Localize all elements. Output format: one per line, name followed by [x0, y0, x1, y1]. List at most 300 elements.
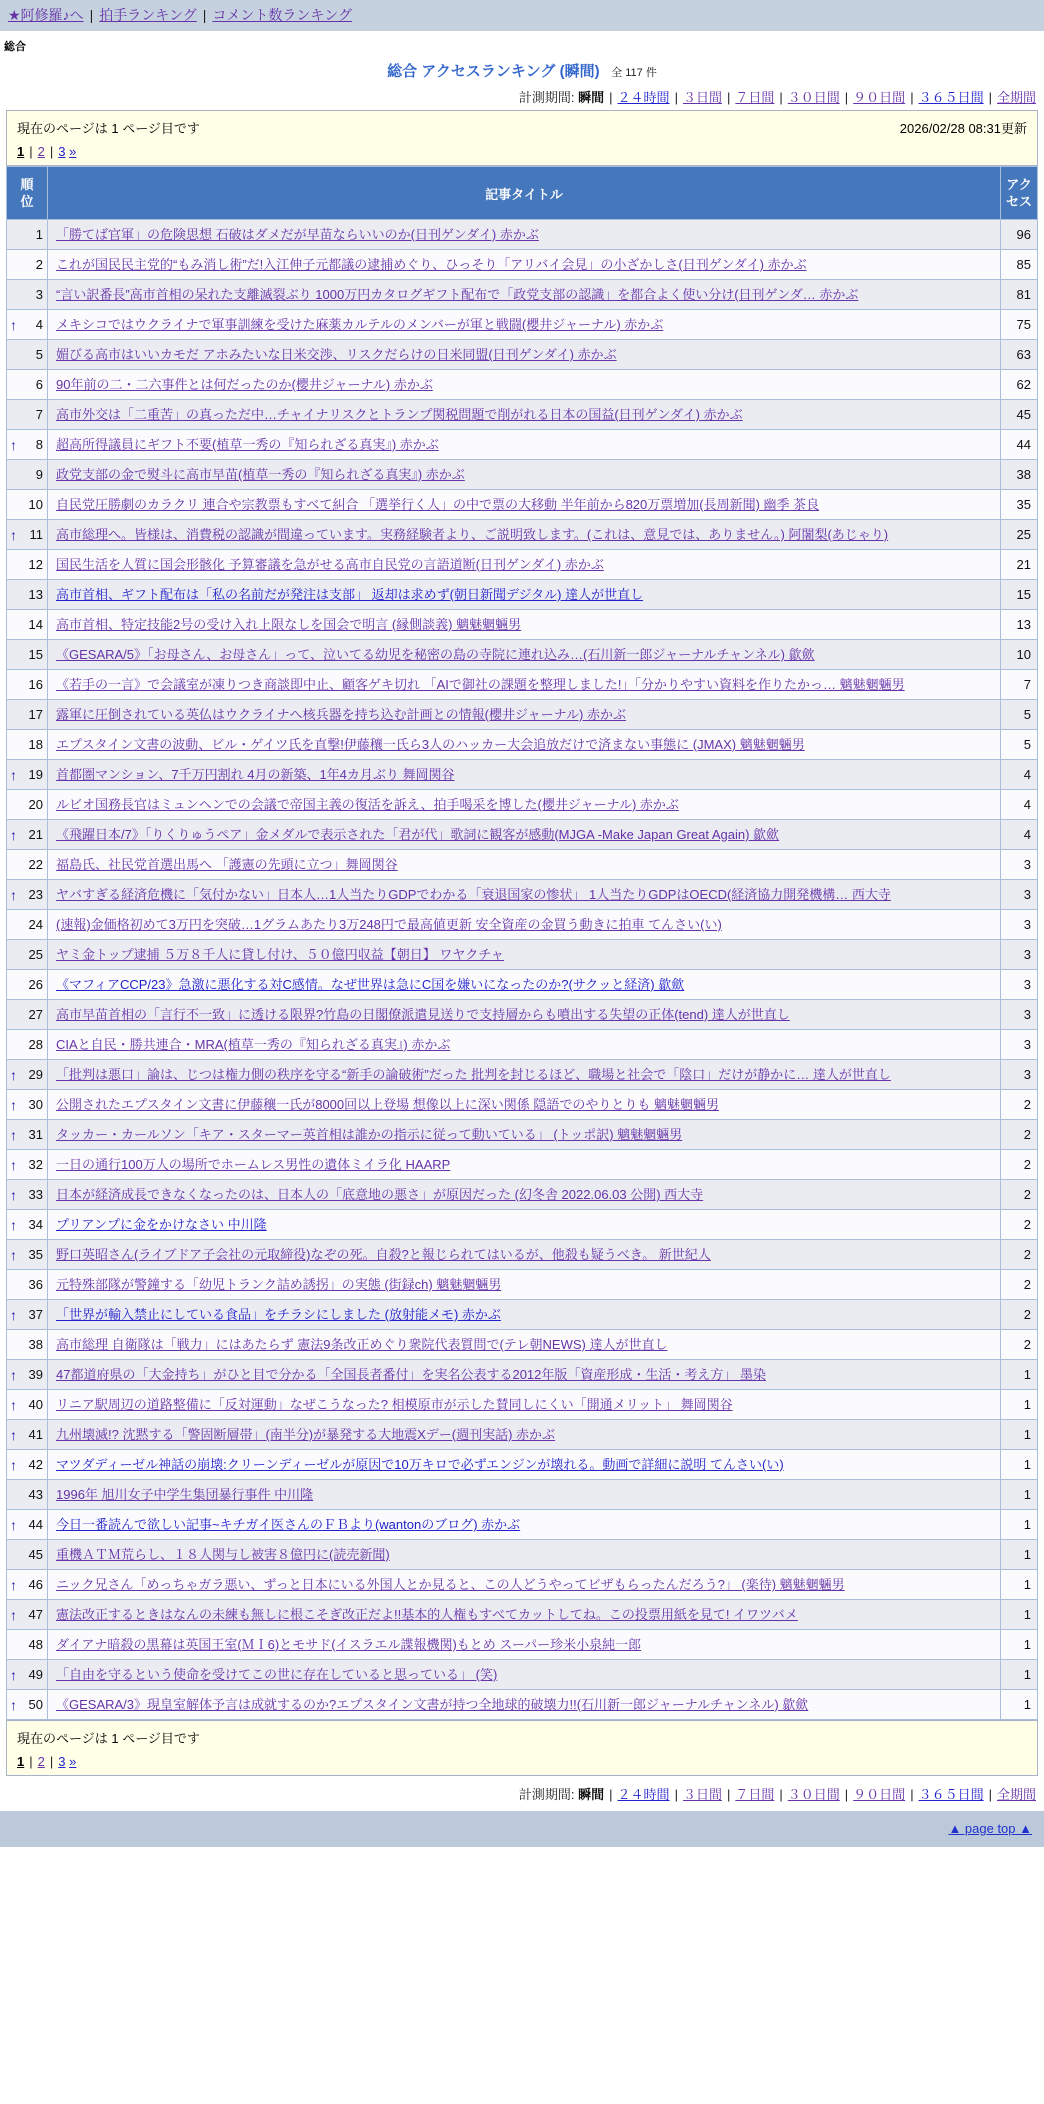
title-cell [48, 1000, 1001, 1030]
rank-number: 32 [28, 1157, 43, 1172]
period-link[interactable]: 全期間 [996, 90, 1036, 105]
ranking-table [6, 166, 1038, 1720]
topnav-link[interactable]: ★阿修羅♪へ [8, 7, 84, 23]
rank-number: 40 [28, 1397, 43, 1412]
table-row [7, 730, 1038, 760]
table-row [7, 1420, 1038, 1450]
title-cell [48, 1660, 1001, 1690]
article-link[interactable]: 高市早苗首相の「言行不一致」に透ける限界?竹島の日閣僚派遣見送りで支持層からも噴出する失望の正体(tend) 達人が世直し [56, 1007, 790, 1022]
rank-up-arrow-icon: ↑ [10, 1066, 17, 1083]
separator: | [674, 1787, 678, 1802]
table-row [7, 400, 1038, 430]
title-cell [48, 1270, 1001, 1300]
period-link[interactable]: ２４時間 [617, 1787, 670, 1802]
page-info-box-bottom [6, 1720, 1038, 1776]
table-row [7, 1210, 1038, 1240]
article-link[interactable]: 媚びる高市はいいカモだ アホみたいな日米交渉、リスクだらけの日米同盟(日刊ゲンダイ) 赤かぶ [56, 347, 617, 362]
article-link[interactable]: 「勝てば官軍」の危険思想 石破はダメだが早苗ならいいのか(日刊ゲンダイ) 赤かぶ [56, 227, 539, 242]
access-count: 7 [1001, 670, 1038, 700]
title-cell [48, 1210, 1001, 1240]
article-link[interactable]: 高市首相、特定技能2号の受け入れ上限なしを国会で明言 (縁側談義) 魑魅魍魎男 [56, 617, 522, 632]
period-link[interactable]: ３６５日間 [918, 90, 984, 105]
pagination-link[interactable]: » [69, 144, 77, 159]
rank-cell [7, 1240, 48, 1270]
article-link[interactable]: 1996年 旭川女子中学生集団暴行事件 中川隆 [56, 1487, 314, 1502]
article-link[interactable]: 《マフィアCCP/23》急激に悪化する対C感情。なぜ世界は急にC国を嫌いになったのか?(サクッと経済) 歙歛 [56, 977, 685, 992]
table-row [7, 1120, 1038, 1150]
rank-number: 17 [28, 707, 43, 722]
rank-cell [7, 1270, 48, 1300]
article-link[interactable]: 《GESARA/5》「お母さん、お母さん」って、泣いてる幼児を秘密の島の寺院に連れ込み…(石川新一郎ジャーナルチャンネル) 歙歛 [56, 647, 815, 662]
table-row [7, 880, 1038, 910]
table-row [7, 1360, 1038, 1390]
article-link[interactable]: ヤバすぎる経済危機に「気付かない」日本人…1人当たりGDPでわかる「衰退国家の惨状」 1人当たりGDPはOECD(経済協力開発機構… 西大寺 [56, 887, 891, 902]
access-count: 3 [1001, 940, 1038, 970]
access-count: 2 [1001, 1210, 1038, 1240]
rank-cell [7, 490, 48, 520]
rank-up-arrow-icon: ↑ [10, 1096, 17, 1113]
access-count: 62 [1001, 370, 1038, 400]
article-link[interactable]: 九州壊滅!? 沈黙する「警固断層帯」(南半分)が暴発する大地震Xデー(週刊実話) 赤かぶ [56, 1427, 556, 1442]
rank-up-arrow-icon: ↑ [10, 1156, 17, 1173]
article-link[interactable]: 「自由を守るという使命を受けてこの世に存在していると思っている」 (笑) [56, 1667, 498, 1682]
rank-cell [7, 1090, 48, 1120]
rank-number: 3 [35, 287, 43, 302]
table-row [7, 370, 1038, 400]
title-cell [48, 1330, 1001, 1360]
table-row [7, 340, 1038, 370]
table-row [7, 1270, 1038, 1300]
separator: | [29, 144, 33, 159]
title-cell [48, 820, 1001, 850]
page-title [0, 60, 1044, 81]
table-row [7, 520, 1038, 550]
period-link[interactable]: ９０日間 [853, 1787, 906, 1802]
rank-cell [7, 760, 48, 790]
bottom-bar [0, 1811, 1044, 1847]
article-link[interactable]: 47都道府県の「大金持ち」がひと目で分かる「全国長者番付」を実名公表する2012年版「資産形成・生活・考え方」 墨染 [56, 1367, 766, 1382]
rank-number: 34 [28, 1217, 43, 1232]
article-link[interactable]: 高市外交は「二重苦」の真っただ中…チャイナリスクとトランプ関税問題で削がれる日本の国益(日刊ゲンダイ) 赤かぶ [56, 407, 743, 422]
table-row [7, 1240, 1038, 1270]
article-link[interactable]: (速報)金価格初めて3万円を突破…1グラムあたり3万248円で最高値更新 安全資産の金買う動きに拍車 てんさい(い) [56, 917, 722, 932]
article-link[interactable]: 重機ＡＴＭ荒らし、１８人関与し被害８億円に(読売新聞) [56, 1547, 390, 1562]
rank-cell [7, 580, 48, 610]
table-row [7, 550, 1038, 580]
rank-cell [7, 310, 48, 340]
title-cell [48, 610, 1001, 640]
period-label: 計測期間: [518, 90, 579, 105]
rank-number: 25 [28, 947, 43, 962]
title-cell [48, 700, 1001, 730]
rank-cell [7, 1570, 48, 1600]
article-link[interactable]: 政党支部の金で熨斗に高市早苗(植草一秀の『知られざる真実』) 赤かぶ [56, 467, 465, 482]
current-page-text-bottom: 現在のページは 1 ページ目です [17, 1731, 200, 1746]
rank-up-arrow-icon: ↑ [10, 1666, 17, 1683]
rank-cell [7, 1210, 48, 1240]
article-link[interactable]: プリアンプに金をかけなさい 中川隆 [56, 1217, 267, 1232]
title-cell [48, 1480, 1001, 1510]
access-count: 2 [1001, 1270, 1038, 1300]
title-cell [48, 1390, 1001, 1420]
title-cell [48, 940, 1001, 970]
article-link[interactable]: メキシコではウクライナで軍事訓練を受けた麻薬カルテルのメンバーが軍と戦闘(櫻井ジャーナル) 赤かぶ [56, 317, 664, 332]
rank-number: 12 [28, 557, 43, 572]
access-count: 3 [1001, 1030, 1038, 1060]
table-row [7, 760, 1038, 790]
table-row [7, 1330, 1038, 1360]
title-cell [48, 880, 1001, 910]
title-cell [48, 550, 1001, 580]
rank-number: 6 [35, 377, 43, 392]
topnav-link[interactable]: コメント数ランキング [212, 7, 353, 23]
table-row [7, 670, 1038, 700]
rank-number: 36 [28, 1277, 43, 1292]
header-title: 記事タイトル [48, 167, 1001, 220]
rank-cell [7, 700, 48, 730]
title-cell [48, 580, 1001, 610]
top-nav-bar [0, 0, 1044, 31]
access-count: 2 [1001, 1150, 1038, 1180]
table-row [7, 580, 1038, 610]
table-row [7, 220, 1038, 250]
title-cell [48, 1120, 1001, 1150]
access-count: 2 [1001, 1090, 1038, 1120]
total-count: 全 117 件 [611, 67, 657, 79]
article-link[interactable]: 首都圏マンション、7千万円割れ 4月の新築、1年4カ月ぶり 舞岡関谷 [56, 767, 455, 782]
rank-number: 11 [29, 527, 43, 542]
separator: | [674, 90, 678, 105]
access-count: 1 [1001, 1510, 1038, 1540]
rank-cell [7, 1600, 48, 1630]
title-cell [48, 460, 1001, 490]
article-link[interactable]: ダイアナ暗殺の黒幕は英国王室(ＭＩ6)とモサド(イスラエル諜報機関)もとめ スーパー珍米小泉純一郎 [56, 1637, 642, 1652]
pagination-link[interactable]: 2 [37, 1754, 45, 1769]
period-link[interactable]: ３０日間 [787, 1787, 840, 1802]
rank-cell [7, 1000, 48, 1030]
separator: | [49, 1754, 54, 1769]
rank-up-arrow-icon: ↑ [10, 1246, 17, 1263]
access-count: 2 [1001, 1300, 1038, 1330]
rank-number: 26 [28, 977, 43, 992]
ranking-title: 総合 アクセスランキング (瞬間) [387, 63, 600, 80]
rank-number: 14 [28, 617, 43, 632]
access-count: 4 [1001, 760, 1038, 790]
table-row [7, 250, 1038, 280]
rank-number: 23 [28, 887, 43, 902]
article-link[interactable]: 一日の通行100万人の場所でホームレス男性の遺体ミイラ化 HAARP [56, 1157, 451, 1172]
article-link[interactable]: 国民生活を人質に国会形骸化 予算審議を急がせる高市自民党の言語道断(日刊ゲンダイ) 赤かぶ [56, 557, 604, 572]
rank-cell [7, 1540, 48, 1570]
period-current: 瞬間 [578, 90, 605, 105]
table-row [7, 1600, 1038, 1630]
title-cell [48, 220, 1001, 250]
table-row [7, 1630, 1038, 1660]
article-link[interactable]: 90年前の二・二六事件とは何だったのか(櫻井ジャーナル) 赤かぶ [56, 377, 433, 392]
period-selector-top [0, 87, 1036, 106]
title-cell [48, 1060, 1001, 1090]
separator: | [726, 1787, 731, 1802]
rank-cell [7, 880, 48, 910]
rank-cell [7, 550, 48, 580]
article-link[interactable]: 高市総理へ。皆様は、消費税の認識が間違っています。実務経験者より、ご説明致します。(これは、意見では、ありません。) 阿闍梨(あじゃり) [56, 527, 889, 542]
ranking-table-body [7, 220, 1038, 1720]
rank-cell [7, 1480, 48, 1510]
title-cell [48, 340, 1001, 370]
table-row [7, 1570, 1038, 1600]
rank-number: 18 [28, 737, 43, 752]
title-cell [48, 1360, 1001, 1390]
rank-number: 4 [35, 317, 43, 332]
table-row [7, 1000, 1038, 1030]
access-count: 2 [1001, 1120, 1038, 1150]
access-count: 63 [1001, 340, 1038, 370]
rank-cell [7, 1390, 48, 1420]
article-link[interactable]: 高市首相、ギフト配布は「私の名前だが発注は支部」 返却は求めず(朝日新聞デジタル) 達人が世直し [56, 587, 644, 602]
rank-number: 19 [28, 767, 43, 782]
article-link[interactable]: ヤミ金トップ逮捕 ５万８千人に貸し付け、５０億円収益【朝日】 ワヤクチャ [56, 947, 504, 962]
access-count: 44 [1001, 430, 1038, 460]
rank-number: 39 [28, 1367, 43, 1382]
period-link[interactable]: ２４時間 [617, 90, 670, 105]
table-row [7, 850, 1038, 880]
title-cell [48, 970, 1001, 1000]
period-current: 瞬間 [578, 1787, 605, 1802]
rank-cell [7, 850, 48, 880]
rank-cell [7, 730, 48, 760]
rank-cell [7, 340, 48, 370]
rank-cell [7, 1420, 48, 1450]
page-top-link[interactable]: ▲ page top ▲ [948, 1821, 1032, 1836]
access-count: 4 [1001, 820, 1038, 850]
access-count: 81 [1001, 280, 1038, 310]
article-link[interactable]: “言い訳番長”高市首相の呆れた支離滅裂ぶり 1000万円カタログギフト配布で「政党支部の認識」を都合よく使い分け(日刊ゲンダ… 赤かぶ [56, 287, 859, 302]
rank-up-arrow-icon: ↑ [10, 1606, 17, 1623]
table-row [7, 1060, 1038, 1090]
article-link[interactable]: 憲法改正するときはなんの未練も無しに根こそぎ改正だよ!!基本的人権もすべてカットしてね。この投票用紙を見て! イワツバメ [56, 1607, 798, 1622]
rank-number: 50 [28, 1697, 43, 1712]
rank-number: 27 [28, 1007, 43, 1022]
rank-cell [7, 220, 48, 250]
rank-number: 28 [28, 1037, 43, 1052]
period-link[interactable]: 全期間 [996, 1787, 1036, 1802]
table-row [7, 1180, 1038, 1210]
table-row [7, 1030, 1038, 1060]
access-count: 1 [1001, 1600, 1038, 1630]
rank-number: 49 [28, 1667, 43, 1682]
pagination-top [17, 144, 1027, 159]
separator: | [988, 90, 992, 105]
rank-cell [7, 790, 48, 820]
article-link[interactable]: 「批判は悪口」論は、じつは権力側の秩序を守る“新手の論破術”だった 批判を封じるほど、職場と社会で「陰口」だけが静かに… 達人が世直し [56, 1067, 891, 1082]
title-cell [48, 1690, 1001, 1720]
article-link[interactable]: 日本が経済成長できなくなったのは、日本人の「底意地の悪さ」が原因だった (幻冬舎 2022.06.03 公開) 西大寺 [56, 1187, 704, 1202]
table-row [7, 790, 1038, 820]
title-cell [48, 760, 1001, 790]
period-link[interactable]: ３日間 [682, 1787, 722, 1802]
table-row [7, 820, 1038, 850]
article-link[interactable]: 公開されたエプスタイン文書に伊藤穰一氏が8000回以上登場 想像以上に深い関係 隠語でのやりとりも 魑魅魍魎男 [56, 1097, 719, 1112]
rank-up-arrow-icon: ↑ [10, 1696, 17, 1713]
rank-number: 37 [28, 1307, 43, 1322]
period-selector-bottom [0, 1784, 1036, 1803]
article-link[interactable]: 高市総理 自衛隊は「戦力」にはあたらず 憲法9条改正めぐり衆院代表質問で(テレ朝NEWS) 達人が世直し [56, 1337, 668, 1352]
rank-number: 48 [28, 1637, 43, 1652]
rank-cell [7, 1630, 48, 1660]
rank-number: 41 [28, 1427, 43, 1442]
rank-up-arrow-icon: ↑ [10, 1216, 17, 1233]
rank-number: 38 [28, 1337, 43, 1352]
separator: | [910, 90, 914, 105]
table-row [7, 610, 1038, 640]
table-row [7, 430, 1038, 460]
rank-up-arrow-icon: ↑ [10, 526, 17, 543]
rank-number: 10 [28, 497, 43, 512]
period-link[interactable]: ７日間 [735, 90, 775, 105]
article-link[interactable]: 今日一番読んで欲しい記事~キチガイ医さんのＦＢより(wantonのブログ) 赤かぶ [56, 1517, 521, 1532]
article-link[interactable]: 「世界が輸入禁止にしている食品」をチラシにしました (放射能メモ) 赤かぶ [56, 1307, 501, 1322]
rank-number: 7 [35, 407, 43, 422]
article-link[interactable]: 自民党圧勝劇のカラクリ 連合や宗教票もすべて糾合 「選挙行く人」の中で票の大移動 半年前から820万票増加(長周新聞) 幽季 茶良 [56, 497, 820, 512]
rank-cell [7, 1030, 48, 1060]
table-row [7, 1450, 1038, 1480]
access-count: 13 [1001, 610, 1038, 640]
title-cell [48, 250, 1001, 280]
period-link[interactable]: ７日間 [735, 1787, 775, 1802]
article-link[interactable]: エプスタイン文書の波動、ビル・ゲイツ氏を直撃!伊藤穰一氏ら3人のハッカー大会追放だけで済まない事態に (JMAX) 魑魅魍魎男 [56, 737, 805, 752]
separator: | [844, 1787, 849, 1802]
title-cell [48, 730, 1001, 760]
access-count: 5 [1001, 700, 1038, 730]
period-link[interactable]: ３日間 [682, 90, 722, 105]
article-link[interactable]: リニア駅周辺の道路整備に「反対運動」なぜこうなった? 相模原市が示した賛同しにくい「開通メリット」 舞岡関谷 [56, 1397, 733, 1412]
title-cell [48, 1030, 1001, 1060]
article-link[interactable]: ニック兄さん「めっちゃガラ悪い、ずっと日本にいる外国人とか見ると、この人どうやってビザもらったんだろう?」 (楽待) 魑魅魍魎男 [56, 1577, 845, 1592]
rank-number: 44 [28, 1517, 43, 1532]
title-cell [48, 1450, 1001, 1480]
rank-cell [7, 820, 48, 850]
rank-cell [7, 460, 48, 490]
rank-number: 24 [28, 917, 43, 932]
title-cell [48, 1150, 1001, 1180]
article-link[interactable]: 《GESARA/3》現皇室解体予言は成就するのか?エプスタイン文書が持つ全地球的破壊力!!(石川新一郎ジャーナルチャンネル) 歙歛 [56, 1697, 809, 1712]
period-link[interactable]: ３０日間 [787, 90, 840, 105]
article-link[interactable]: 福島氏、社民党首選出馬へ 「護憲の先頭に立つ」舞岡関谷 [56, 857, 398, 872]
table-row [7, 280, 1038, 310]
access-count: 25 [1001, 520, 1038, 550]
rank-up-arrow-icon: ↑ [10, 1306, 17, 1323]
article-link[interactable]: 露軍に圧倒されている英仏はウクライナへ核兵器を持ち込む計画との情報(櫻井ジャーナル) 赤かぶ [56, 707, 626, 722]
rank-cell [7, 1330, 48, 1360]
rank-cell [7, 280, 48, 310]
title-cell [48, 790, 1001, 820]
table-row [7, 1150, 1038, 1180]
rank-cell [7, 1180, 48, 1210]
article-link[interactable]: 《飛躍日本/7》「りくりゅうペア」金メダルで表示された「君が代」歌詞に観客が感動(MJGA -Make Japan Great Again) 歙歛 [56, 827, 780, 842]
pagination-current: 1 [17, 144, 25, 159]
access-count: 1 [1001, 1420, 1038, 1450]
rank-number: 21 [28, 827, 43, 842]
article-link[interactable]: 野口英昭さん(ライブドア子会社の元取締役)なぞの死。自殺?と報じられてはいるが、他殺も疑うべき。 新世紀人 [56, 1247, 711, 1262]
period-link[interactable]: ９０日間 [853, 90, 906, 105]
pagination-link[interactable]: 2 [37, 144, 45, 159]
access-count: 3 [1001, 1060, 1038, 1090]
article-link[interactable]: ルビオ国務長官はミュンヘンでの会議で帝国主義の復活を訴え、拍手喝采を博した(櫻井ジャーナル) 赤かぶ [56, 797, 679, 812]
access-count: 2 [1001, 1330, 1038, 1360]
table-header-row [7, 167, 1038, 220]
access-count: 3 [1001, 850, 1038, 880]
rank-number: 1 [35, 227, 43, 242]
access-count: 1 [1001, 1660, 1038, 1690]
article-link[interactable]: マツダディーゼル神話の崩壊:クリーンディーゼルが原因で10万キロで必ずエンジンが壊れる。動画で詳細に説明 てんさい(い) [56, 1457, 784, 1472]
rank-cell [7, 1060, 48, 1090]
title-cell [48, 1510, 1001, 1540]
title-cell [48, 670, 1001, 700]
title-cell [48, 1090, 1001, 1120]
pagination-link[interactable]: » [69, 1754, 77, 1769]
separator: | [910, 1787, 914, 1802]
topnav-link[interactable]: 拍手ランキング [99, 7, 197, 23]
access-count: 3 [1001, 880, 1038, 910]
pagination-current: 1 [17, 1754, 25, 1769]
title-cell [48, 1630, 1001, 1660]
rank-number: 43 [28, 1487, 43, 1502]
article-link[interactable]: 《若手の一言》で会議室が凍りつき商談即中止、顧客ゲキ切れ 「AIで御社の課題を整理しました!」「分かりやすい資料を作りたかっ… 魑魅魍魎男 [56, 677, 905, 692]
table-row [7, 1390, 1038, 1420]
separator: | [609, 1787, 613, 1802]
table-row [7, 1300, 1038, 1330]
pagination-link[interactable]: 3 [58, 144, 66, 159]
article-link[interactable]: CIAと自民・勝共連合・MRA(植草一秀の『知られざる真実』) 赤かぶ [56, 1037, 451, 1052]
rank-number: 30 [28, 1097, 43, 1112]
title-cell [48, 850, 1001, 880]
bottom-whitespace [0, 1847, 1044, 1887]
period-link[interactable]: ３６５日間 [918, 1787, 984, 1802]
access-count: 1 [1001, 1690, 1038, 1720]
rank-number: 31 [28, 1127, 43, 1142]
article-link[interactable]: タッカー・カールソン「キア・スターマー英首相は誰かの指示に従って動いている」 (トッポ訳) 魑魅魍魎男 [56, 1127, 683, 1142]
table-row [7, 700, 1038, 730]
access-count: 3 [1001, 1000, 1038, 1030]
title-cell [48, 640, 1001, 670]
rank-cell [7, 670, 48, 700]
rank-number: 8 [35, 437, 43, 452]
rank-number: 45 [28, 1547, 43, 1562]
rank-number: 47 [28, 1607, 43, 1622]
rank-up-arrow-icon: ↑ [10, 436, 17, 453]
rank-cell [7, 250, 48, 280]
access-count: 85 [1001, 250, 1038, 280]
table-row [7, 1690, 1038, 1720]
rank-up-arrow-icon: ↑ [10, 1366, 17, 1383]
title-cell [48, 1540, 1001, 1570]
title-cell [48, 1300, 1001, 1330]
title-cell [48, 430, 1001, 460]
table-row [7, 940, 1038, 970]
rank-number: 5 [35, 347, 43, 362]
article-link[interactable]: 超高所得議員にギフト不要(植草一秀の『知られざる真実』) 赤かぶ [56, 437, 439, 452]
table-row [7, 310, 1038, 340]
pagination-link[interactable]: 3 [58, 1754, 66, 1769]
article-link[interactable]: 元特殊部隊が警鐘する「幼児トランク詰め誘拐」の実態 (街録ch) 魑魅魍魎男 [56, 1277, 502, 1292]
rank-cell [7, 1660, 48, 1690]
article-link[interactable]: これが国民民主党的“もみ消し術”だ!入江伸子元都議の逮捕めぐり、ひっそり「アリバイ会見」の小ざかしさ(日刊ゲンダイ) 赤かぶ [56, 257, 807, 272]
access-count: 96 [1001, 220, 1038, 250]
table-row [7, 1480, 1038, 1510]
title-cell [48, 1180, 1001, 1210]
rank-cell [7, 970, 48, 1000]
access-count: 15 [1001, 580, 1038, 610]
